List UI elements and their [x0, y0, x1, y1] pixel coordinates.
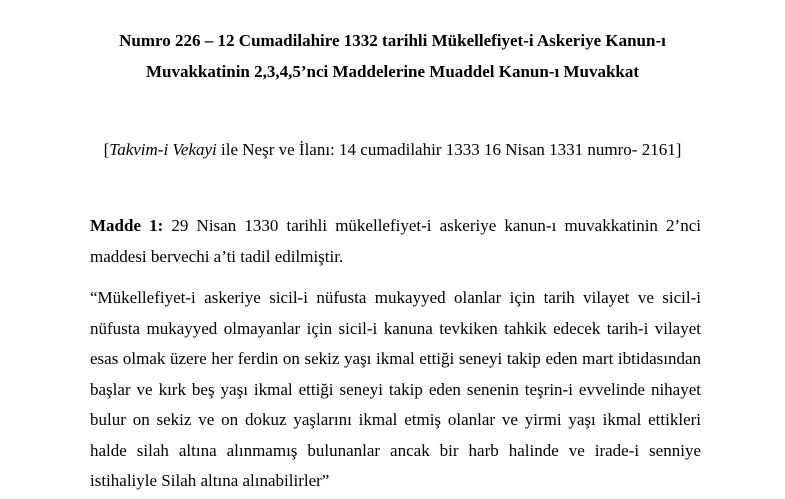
publication-source: [0, 140, 785, 160]
article-text: 29 Nisan 1330 tarihli mükellefiyet-i askeriye kanun-ı muvakkatinin 2’nci maddesi bervechi a’ti tadil edilmiştir.: [90, 216, 701, 266]
quoted-provision: “Mükellefiyet-i askeriye sicil-i nüfusta mukayyed olanlar için tarih vilayet ve sicil-i nüfusta mukayyed olmayanlar için sicil-i kanuna tevkiken tahkik edecek tarih-i vilayet esas olmak üzere her ferdin on sekiz yaşı ikmal ettiği seneyi takip eden mart ibtidasından başlar ve kırk beş yaşı ikmal ettiği seneyi takip eden senenin teşrin-i evvelinde nihayet bulur on sekiz ve on dokuz yaşlarını ikmal etmiş olanlar ve yirmi yaşı ikmal ettikleri halde silah altına alınmamış bulunanlar ancak bir harb halinde ve irade-i senniye istihaliyle Silah altına alınabilirler”: [90, 288, 701, 490]
document-title-line-2: Muvakkatinin 2,3,4,5’nci Maddelerine Muaddel Kanun-ı Muvakkat: [145, 62, 640, 81]
source-open-bracket: [: [103, 140, 110, 159]
article-label: Madde 1:: [90, 216, 164, 235]
source-details: ile Neşr ve İlanı: 14 cumadilahir 1333 16 Nisan 1331 numro- 2161]: [216, 140, 682, 159]
article-paragraph: [90, 211, 701, 272]
source-newspaper-name: Takvim-i Vekayi: [109, 140, 217, 159]
document-title-line-1: Numro 226 – 12 Cumadilahire 1332 tarihli Mükellefiyet-i Askeriye Kanun-ı: [119, 31, 666, 50]
